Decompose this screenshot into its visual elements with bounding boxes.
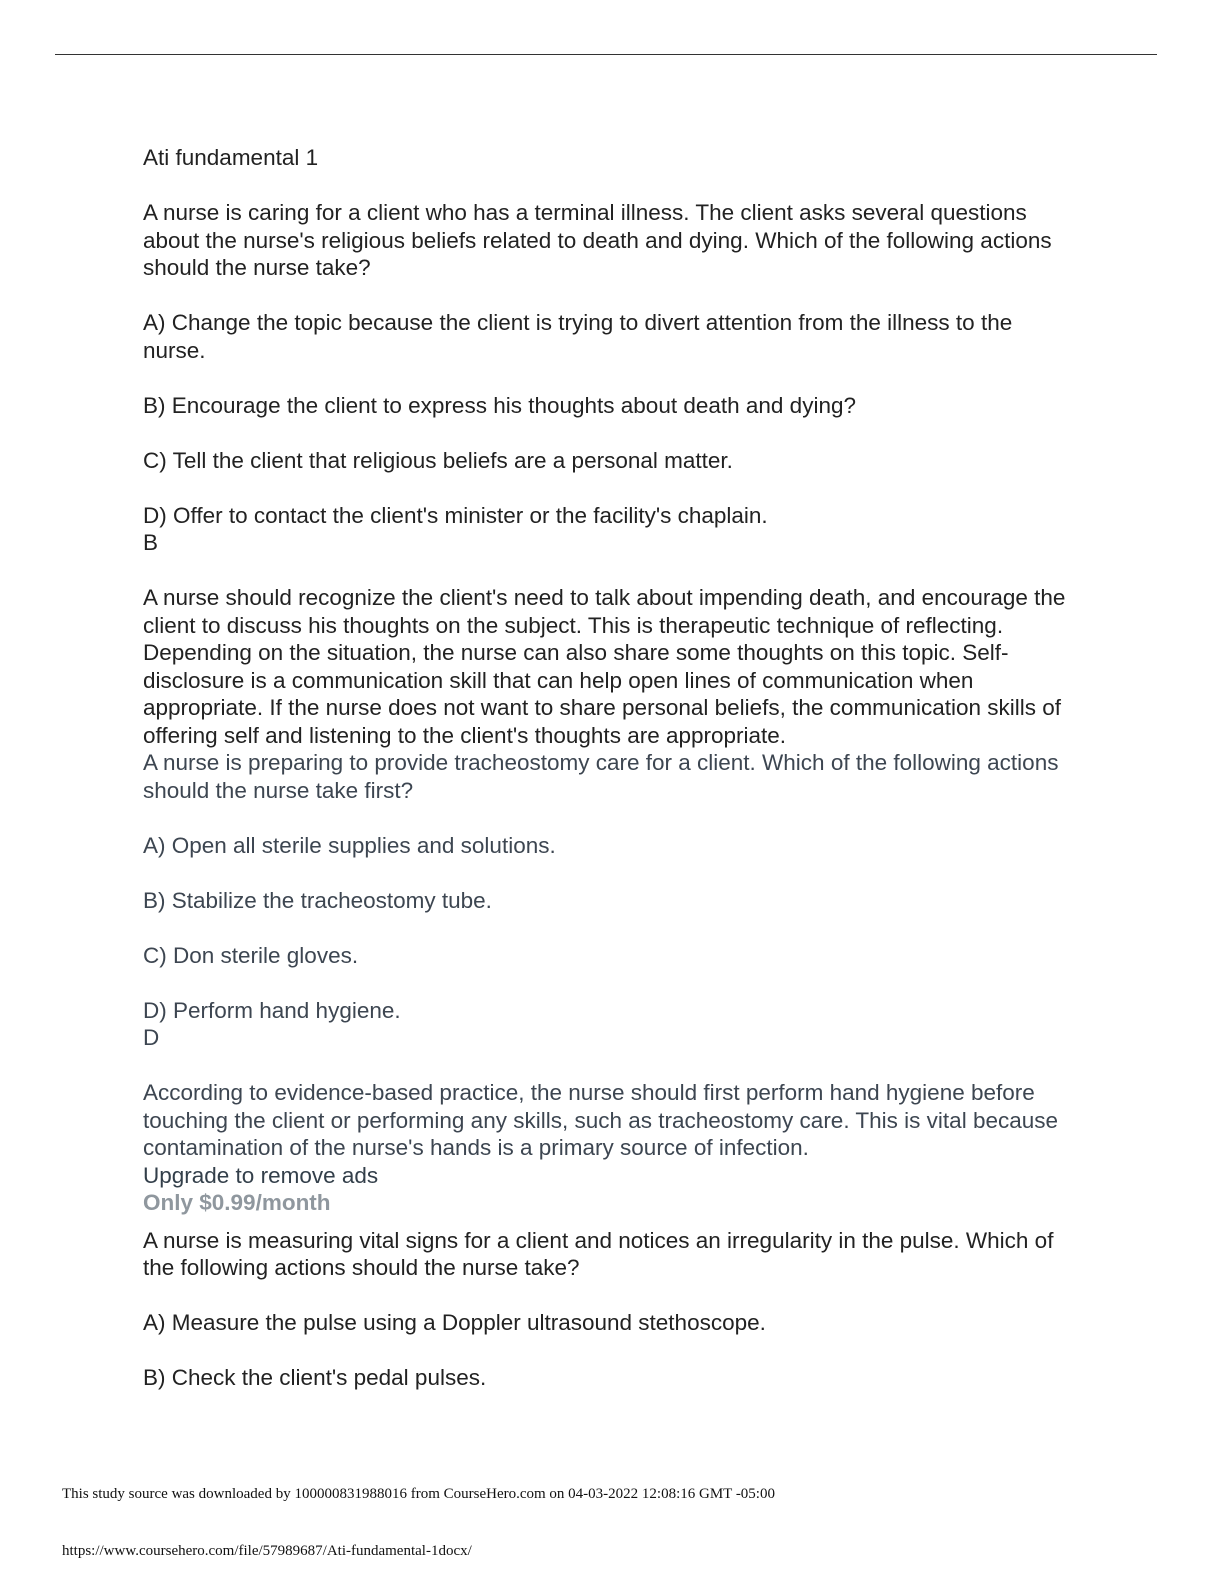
question-1-option-c: C) Tell the client that religious beliefs are a personal matter. xyxy=(143,447,733,473)
footer-url-link[interactable]: https://www.coursehero.com/file/57989687/Ati-fundamental-1docx/ xyxy=(62,1543,472,1559)
question-2-option-d: D) Perform hand hygiene. xyxy=(143,997,401,1023)
upgrade-ad-link[interactable]: Upgrade to remove ads xyxy=(143,1162,379,1188)
question-3-option-a: A) Measure the pulse using a Doppler ultrasound stethoscope. xyxy=(143,1310,766,1335)
question-1-option-a: A) Change the topic because the client is trying to divert attention from the illness to the nurse. xyxy=(143,310,1013,363)
question-2-stem: A nurse is preparing to provide tracheostomy care for a client. Which of the following actions should the nurse take first? xyxy=(143,750,1059,803)
footer-source-line: This study source was downloaded by 100000831988016 from CourseHero.com on 04-03-2022 12:08:16 GMT -05:00 xyxy=(62,1486,775,1502)
question-1-rationale: A nurse should recognize the client's need to talk about impending death, and encourage the client to discuss his thoughts on the subject. This is therapeutic technique of reflecting. Depending on the situation, the nurse can also share some thoughts on this topic. Self-disclosure is a communication skill that can help open lines of communication when appropriate. If the nurse does not want to share personal beliefs, the communication skills of offering self and listening to the client's thoughts are appropriate. xyxy=(143,585,1066,748)
document-title: Ati fundamental 1 xyxy=(143,145,319,170)
ad-price: Only $0.99/month xyxy=(143,1190,331,1215)
header-rule xyxy=(55,54,1157,55)
question-2-answer: D xyxy=(143,1025,160,1050)
question-2-option-c: C) Don sterile gloves. xyxy=(143,942,359,968)
question-1-option-b: B) Encourage the client to express his thoughts about death and dying? xyxy=(143,392,856,418)
question-2-option-a: A) Open all sterile supplies and solutions. xyxy=(143,832,556,858)
question-3-stem: A nurse is measuring vital signs for a client and notices an irregularity in the pulse. Which of the following actions should the nurse take? xyxy=(143,1227,1054,1280)
question-1-answer: B xyxy=(143,530,159,555)
question-3-option-b: B) Check the client's pedal pulses. xyxy=(143,1365,487,1390)
question-1-option-d: D) Offer to contact the client's minister or the facility's chaplain. xyxy=(143,502,768,528)
question-1-stem: A nurse is caring for a client who has a terminal illness. The client asks several questions about the nurse's religious beliefs related to death and dying. Which of the following actions should the nurse take? xyxy=(143,200,1052,280)
question-2-option-b: B) Stabilize the tracheostomy tube. xyxy=(143,887,492,913)
question-2-rationale: According to evidence-based practice, the nurse should first perform hand hygiene before touching the client or performing any skills, such as tracheostomy care. This is vital because contamination of the nurse's hands is a primary source of infection. xyxy=(143,1080,1059,1160)
document-body xyxy=(143,144,1073,1392)
